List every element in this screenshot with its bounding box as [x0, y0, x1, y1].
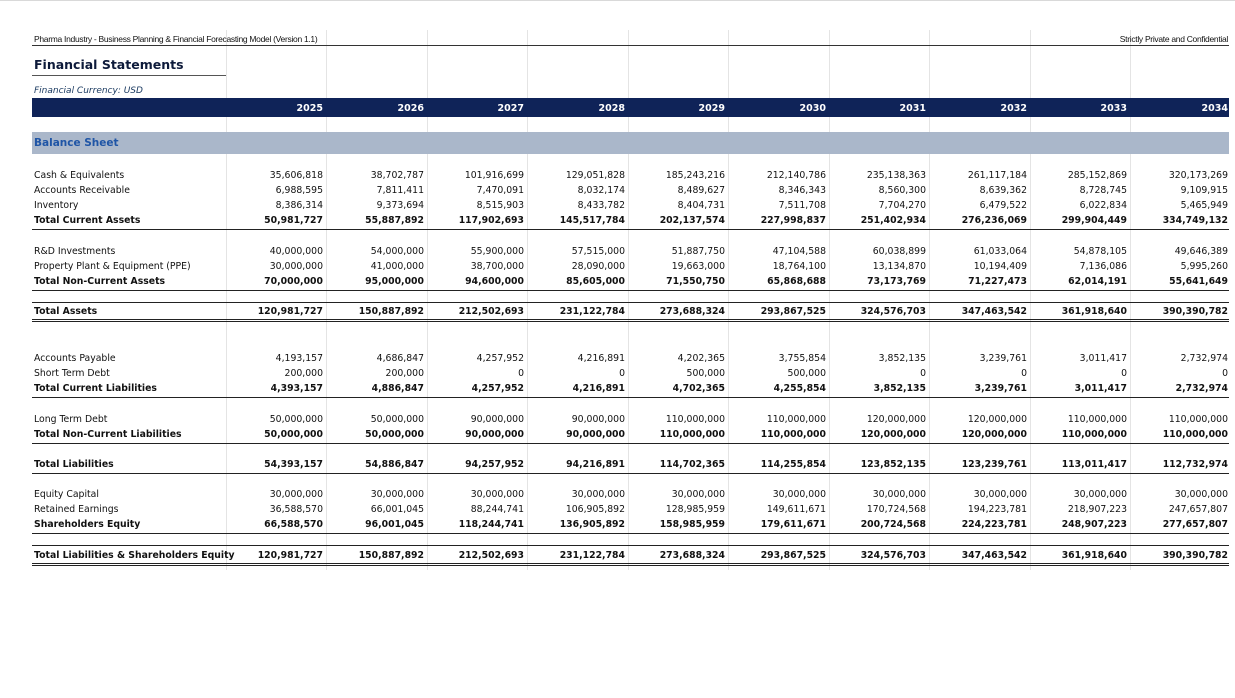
table-cell[interactable]: 6,479,522 — [979, 200, 1027, 211]
table-cell[interactable]: 390,390,782 — [1162, 306, 1228, 317]
table-cell[interactable]: 276,236,069 — [961, 215, 1027, 226]
table-cell[interactable]: 41,000,000 — [370, 261, 424, 272]
table-cell[interactable]: 90,000,000 — [571, 414, 625, 425]
row-label: Shareholders Equity — [34, 519, 141, 530]
table-cell[interactable]: 361,918,640 — [1061, 550, 1127, 561]
table-cell[interactable]: 96,001,045 — [365, 519, 424, 530]
table-cell[interactable]: 0 — [1021, 368, 1027, 379]
year-header: 2029 — [698, 103, 725, 114]
table-cell[interactable]: 390,390,782 — [1162, 550, 1228, 561]
table-cell[interactable]: 129,051,828 — [565, 170, 625, 181]
table-cell[interactable]: 2,732,974 — [1180, 353, 1228, 364]
table-cell[interactable]: 8,489,627 — [677, 185, 725, 196]
table-cell[interactable]: 123,852,135 — [860, 459, 926, 470]
table-cell[interactable]: 5,465,949 — [1180, 200, 1228, 211]
table-cell[interactable]: 30,000,000 — [772, 489, 826, 500]
year-header: 2027 — [497, 103, 524, 114]
table-cell[interactable]: 231,122,784 — [559, 306, 625, 317]
table-cell[interactable]: 54,886,847 — [365, 459, 424, 470]
table-cell[interactable]: 110,000,000 — [1168, 414, 1228, 425]
table-cell[interactable]: 28,090,000 — [571, 261, 625, 272]
section-band — [32, 132, 1229, 154]
table-cell[interactable]: 212,502,693 — [458, 306, 524, 317]
table-cell[interactable]: 61,033,064 — [973, 246, 1027, 257]
header-rule — [32, 45, 1229, 46]
table-cell[interactable]: 120,981,727 — [257, 550, 323, 561]
table-cell[interactable]: 55,641,649 — [1169, 276, 1228, 287]
table-cell[interactable]: 200,000 — [385, 368, 424, 379]
table-cell[interactable]: 110,000,000 — [1162, 429, 1228, 440]
table-cell[interactable]: 50,000,000 — [264, 429, 323, 440]
table-cell[interactable]: 30,000,000 — [1073, 489, 1127, 500]
table-cell[interactable]: 40,000,000 — [269, 246, 323, 257]
table-cell[interactable]: 149,611,671 — [766, 504, 826, 515]
table-cell[interactable]: 128,985,959 — [665, 504, 725, 515]
table-cell[interactable]: 94,216,891 — [566, 459, 625, 470]
title-rule — [32, 75, 226, 76]
table-cell[interactable]: 110,000,000 — [766, 414, 826, 425]
table-cell[interactable]: 4,886,847 — [371, 383, 424, 394]
table-cell[interactable]: 150,887,892 — [358, 550, 424, 561]
row-label: Accounts Receivable — [34, 185, 130, 196]
year-header: 2032 — [1000, 103, 1027, 114]
row-label: Total Assets — [34, 306, 98, 317]
table-cell[interactable]: 200,724,568 — [860, 519, 926, 530]
table-cell[interactable]: 38,700,000 — [470, 261, 524, 272]
table-cell[interactable]: 231,122,784 — [559, 550, 625, 561]
table-cell[interactable]: 120,000,000 — [961, 429, 1027, 440]
table-cell[interactable]: 7,136,086 — [1079, 261, 1127, 272]
table-cell[interactable]: 85,605,000 — [566, 276, 625, 287]
table-cell[interactable]: 71,550,750 — [666, 276, 725, 287]
table-cell[interactable]: 49,646,389 — [1174, 246, 1228, 257]
table-cell[interactable]: 30,000,000 — [269, 261, 323, 272]
table-cell[interactable]: 120,981,727 — [257, 306, 323, 317]
table-cell[interactable]: 4,257,952 — [471, 383, 524, 394]
table-cell[interactable]: 36,588,570 — [269, 504, 323, 515]
total-rule — [32, 290, 1229, 291]
table-cell[interactable]: 120,000,000 — [866, 414, 926, 425]
row-label: Total Non-Current Liabilities — [34, 429, 182, 440]
table-cell[interactable]: 251,402,934 — [860, 215, 926, 226]
table-cell[interactable]: 248,907,223 — [1061, 519, 1127, 530]
total-rule — [32, 229, 1229, 230]
table-cell[interactable]: 150,887,892 — [358, 306, 424, 317]
table-cell[interactable]: 19,663,000 — [671, 261, 725, 272]
total-rule — [32, 533, 1229, 534]
table-cell[interactable]: 324,576,703 — [860, 550, 926, 561]
table-cell[interactable]: 202,137,574 — [659, 215, 725, 226]
table-cell[interactable]: 8,639,362 — [979, 185, 1027, 196]
table-cell[interactable]: 6,988,595 — [275, 185, 323, 196]
year-header: 2030 — [799, 103, 826, 114]
row-label: Total Current Liabilities — [34, 383, 157, 394]
table-cell[interactable]: 30,000,000 — [872, 489, 926, 500]
table-cell[interactable]: 247,657,807 — [1168, 504, 1228, 515]
table-cell[interactable]: 50,000,000 — [269, 414, 323, 425]
table-cell[interactable]: 185,243,216 — [665, 170, 725, 181]
table-cell[interactable]: 95,000,000 — [365, 276, 424, 287]
table-cell[interactable]: 299,904,449 — [1061, 215, 1127, 226]
total-rule — [32, 302, 1229, 303]
table-cell[interactable]: 50,000,000 — [365, 429, 424, 440]
table-cell[interactable]: 4,393,157 — [270, 383, 323, 394]
table-cell[interactable]: 194,223,781 — [967, 504, 1027, 515]
page-title: Financial Statements — [34, 57, 184, 72]
table-cell[interactable]: 179,611,671 — [760, 519, 826, 530]
table-cell[interactable]: 51,887,750 — [671, 246, 725, 257]
table-cell[interactable]: 4,202,365 — [677, 353, 725, 364]
table-cell[interactable]: 30,000,000 — [370, 489, 424, 500]
table-cell[interactable]: 13,134,870 — [872, 261, 926, 272]
table-cell[interactable]: 18,764,100 — [772, 261, 826, 272]
table-cell[interactable]: 123,239,761 — [961, 459, 1027, 470]
table-cell[interactable]: 120,000,000 — [967, 414, 1027, 425]
table-cell[interactable]: 8,032,174 — [577, 185, 625, 196]
row-label: Total Current Assets — [34, 215, 141, 226]
table-cell[interactable]: 4,255,854 — [773, 383, 826, 394]
table-cell[interactable]: 8,386,314 — [275, 200, 323, 211]
table-cell[interactable]: 114,255,854 — [760, 459, 826, 470]
table-cell[interactable]: 71,227,473 — [968, 276, 1027, 287]
table-cell[interactable]: 30,000,000 — [671, 489, 725, 500]
table-cell[interactable]: 3,239,761 — [979, 353, 1027, 364]
table-cell[interactable]: 0 — [518, 368, 524, 379]
table-cell[interactable]: 4,257,952 — [476, 353, 524, 364]
table-cell[interactable]: 285,152,869 — [1067, 170, 1127, 181]
table-cell[interactable]: 3,852,135 — [878, 353, 926, 364]
table-cell[interactable]: 66,001,045 — [370, 504, 424, 515]
total-double-rule — [32, 563, 1229, 566]
table-cell[interactable]: 50,000,000 — [370, 414, 424, 425]
table-cell[interactable]: 0 — [1222, 368, 1228, 379]
table-cell[interactable]: 3,755,854 — [778, 353, 826, 364]
table-cell[interactable]: 8,560,300 — [878, 185, 926, 196]
total-rule — [32, 443, 1229, 444]
table-cell[interactable]: 90,000,000 — [470, 414, 524, 425]
total-rule — [32, 545, 1229, 546]
table-cell[interactable]: 110,000,000 — [1067, 414, 1127, 425]
table-cell[interactable]: 3,011,417 — [1079, 353, 1127, 364]
table-cell[interactable]: 145,517,784 — [559, 215, 625, 226]
table-cell[interactable]: 110,000,000 — [1061, 429, 1127, 440]
table-cell[interactable]: 117,902,693 — [458, 215, 524, 226]
table-cell[interactable]: 3,852,135 — [873, 383, 926, 394]
table-cell[interactable]: 88,244,741 — [470, 504, 524, 515]
table-cell[interactable]: 347,463,542 — [961, 550, 1027, 561]
table-cell[interactable]: 54,000,000 — [370, 246, 424, 257]
table-cell[interactable]: 35,606,818 — [269, 170, 323, 181]
currency-label: Financial Currency: USD — [34, 86, 143, 96]
table-cell[interactable]: 8,728,745 — [1079, 185, 1127, 196]
table-cell[interactable]: 320,173,269 — [1168, 170, 1228, 181]
table-cell[interactable]: 293,867,525 — [760, 550, 826, 561]
table-cell[interactable]: 30,000,000 — [470, 489, 524, 500]
table-cell[interactable]: 7,470,091 — [476, 185, 524, 196]
table-cell[interactable]: 62,014,191 — [1068, 276, 1127, 287]
table-cell[interactable]: 8,433,782 — [577, 200, 625, 211]
confidential-note: Strictly Private and Confidential — [1119, 34, 1228, 44]
table-cell[interactable]: 94,257,952 — [465, 459, 524, 470]
table-cell[interactable]: 334,749,132 — [1162, 215, 1228, 226]
table-cell[interactable]: 0 — [619, 368, 625, 379]
table-cell[interactable]: 227,998,837 — [760, 215, 826, 226]
table-cell[interactable]: 38,702,787 — [370, 170, 424, 181]
table-cell[interactable]: 54,393,157 — [264, 459, 323, 470]
row-label: Total Liabilities — [34, 459, 114, 470]
section-title: Balance Sheet — [34, 137, 119, 149]
table-cell[interactable]: 261,117,184 — [967, 170, 1027, 181]
table-cell[interactable]: 8,346,343 — [778, 185, 826, 196]
table-cell[interactable]: 73,173,769 — [867, 276, 926, 287]
table-cell[interactable]: 324,576,703 — [860, 306, 926, 317]
table-cell[interactable]: 30,000,000 — [269, 489, 323, 500]
table-cell[interactable]: 293,867,525 — [760, 306, 826, 317]
table-cell[interactable]: 4,702,365 — [672, 383, 725, 394]
table-cell[interactable]: 0 — [920, 368, 926, 379]
table-cell[interactable]: 70,000,000 — [264, 276, 323, 287]
table-cell[interactable]: 66,588,570 — [264, 519, 323, 530]
table-cell[interactable]: 2,732,974 — [1175, 383, 1228, 394]
table-cell[interactable]: 112,732,974 — [1162, 459, 1228, 470]
table-cell[interactable]: 90,000,000 — [465, 429, 524, 440]
row-label: Cash & Equivalents — [34, 170, 125, 181]
table-cell[interactable]: 170,724,568 — [866, 504, 926, 515]
table-cell[interactable]: 7,704,270 — [878, 200, 926, 211]
row-label: Retained Earnings — [34, 504, 119, 515]
year-header: 2026 — [397, 103, 424, 114]
sheet-top-border — [0, 0, 1235, 1]
table-cell[interactable]: 110,000,000 — [665, 414, 725, 425]
row-label: Accounts Payable — [34, 353, 116, 364]
table-cell[interactable]: 361,918,640 — [1061, 306, 1127, 317]
table-cell[interactable]: 55,887,892 — [365, 215, 424, 226]
table-cell[interactable]: 277,657,807 — [1162, 519, 1228, 530]
table-cell[interactable]: 101,916,699 — [464, 170, 524, 181]
table-cell[interactable]: 65,868,688 — [767, 276, 826, 287]
table-cell[interactable]: 47,104,588 — [772, 246, 826, 257]
table-cell[interactable]: 273,688,324 — [659, 550, 725, 561]
row-label: Equity Capital — [34, 489, 99, 500]
table-cell[interactable]: 212,140,786 — [766, 170, 826, 181]
table-cell[interactable]: 50,981,727 — [264, 215, 323, 226]
table-cell[interactable]: 110,000,000 — [760, 429, 826, 440]
table-cell[interactable]: 118,244,741 — [458, 519, 524, 530]
table-cell[interactable]: 500,000 — [686, 368, 725, 379]
table-cell[interactable]: 235,138,363 — [866, 170, 926, 181]
table-cell[interactable]: 8,515,903 — [476, 200, 524, 211]
row-label: R&D Investments — [34, 246, 116, 257]
table-cell[interactable]: 6,022,834 — [1079, 200, 1127, 211]
row-label: Total Non-Current Assets — [34, 276, 166, 287]
total-double-rule — [32, 319, 1229, 322]
total-rule — [32, 473, 1229, 474]
table-cell[interactable]: 4,216,891 — [577, 353, 625, 364]
table-cell[interactable]: 7,511,708 — [778, 200, 826, 211]
table-cell[interactable]: 136,905,892 — [559, 519, 625, 530]
table-cell[interactable]: 120,000,000 — [860, 429, 926, 440]
table-cell[interactable]: 110,000,000 — [659, 429, 725, 440]
table-cell[interactable]: 158,985,959 — [659, 519, 725, 530]
table-cell[interactable]: 30,000,000 — [1174, 489, 1228, 500]
table-cell[interactable]: 212,502,693 — [458, 550, 524, 561]
row-label: Long Term Debt — [34, 414, 108, 425]
table-cell[interactable]: 5,995,260 — [1180, 261, 1228, 272]
table-cell[interactable]: 94,600,000 — [465, 276, 524, 287]
table-cell[interactable]: 4,686,847 — [376, 353, 424, 364]
table-cell[interactable]: 106,905,892 — [565, 504, 625, 515]
year-header: 2033 — [1100, 103, 1127, 114]
table-cell[interactable]: 273,688,324 — [659, 306, 725, 317]
table-cell[interactable]: 3,239,761 — [974, 383, 1027, 394]
table-cell[interactable]: 60,038,899 — [872, 246, 926, 257]
table-cell[interactable]: 55,900,000 — [470, 246, 524, 257]
year-header: 2034 — [1201, 103, 1228, 114]
row-label: Short Term Debt — [34, 368, 110, 379]
table-cell[interactable]: 4,193,157 — [275, 353, 323, 364]
table-cell[interactable]: 3,011,417 — [1074, 383, 1127, 394]
total-rule — [32, 397, 1229, 398]
row-label: Inventory — [34, 200, 79, 211]
row-label: Property Plant & Equipment (PPE) — [34, 261, 191, 272]
table-cell[interactable]: 30,000,000 — [973, 489, 1027, 500]
table-cell[interactable]: 7,811,411 — [376, 185, 424, 196]
table-cell[interactable]: 30,000,000 — [571, 489, 625, 500]
table-cell[interactable]: 10,194,409 — [973, 261, 1027, 272]
table-cell[interactable]: 114,702,365 — [659, 459, 725, 470]
table-cell[interactable]: 224,223,781 — [961, 519, 1027, 530]
year-header: 2031 — [899, 103, 926, 114]
table-cell[interactable]: 113,011,417 — [1061, 459, 1127, 470]
table-cell[interactable]: 8,404,731 — [677, 200, 725, 211]
year-header: 2028 — [598, 103, 625, 114]
table-cell[interactable]: 0 — [1121, 368, 1127, 379]
row-label: Total Liabilities & Shareholders Equity — [34, 550, 235, 561]
table-cell[interactable]: 90,000,000 — [566, 429, 625, 440]
model-title: Pharma Industry - Business Planning & Financial Forecasting Model (Version 1.1) — [34, 34, 318, 44]
table-cell[interactable]: 347,463,542 — [961, 306, 1027, 317]
table-cell[interactable]: 200,000 — [284, 368, 323, 379]
table-cell[interactable]: 57,515,000 — [571, 246, 625, 257]
table-cell[interactable]: 9,373,694 — [376, 200, 424, 211]
table-cell[interactable]: 9,109,915 — [1180, 185, 1228, 196]
table-cell[interactable]: 4,216,891 — [572, 383, 625, 394]
table-cell[interactable]: 500,000 — [787, 368, 826, 379]
table-cell[interactable]: 54,878,105 — [1073, 246, 1127, 257]
year-header: 2025 — [296, 103, 323, 114]
table-cell[interactable]: 218,907,223 — [1067, 504, 1127, 515]
